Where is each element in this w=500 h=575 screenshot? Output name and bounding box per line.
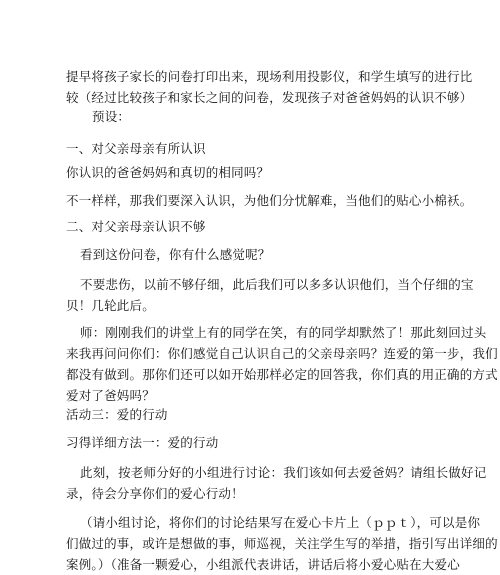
text-line: 习得详细方法一：爱的行动 [66,435,219,450]
text-line: 们做过的事，或许是想做的事，师巡视，关注学生写的举措，指引写出详细的 [66,536,498,551]
paragraph-answer-2 [66,274,474,316]
paragraph-teacher-remark [66,322,498,406]
paragraph-answer-1 [66,190,473,211]
text-line: 来我再问问你们：你们感觉自己认识自己的父亲母亲吗？连爱的第一步，我们 [66,346,498,361]
text-line: 都没有做到。那你们还可以如开始那样必定的回答我，你们真的用正确的方式 [66,367,498,382]
text-line: 一、对父亲母亲有所认识 [66,141,206,156]
text-line: 不一样样，那我们要深入认识，为他们分忧解难，当他们的贴心小棉袄。 [66,193,473,208]
text-line: 不要悲伤，以前不够仔细，此后我们可以多多认识他们，当个仔细的宝 [80,277,474,292]
heading-activity-3 [66,404,436,425]
heading-method-1 [66,432,436,453]
heading-section-2 [66,216,436,237]
text-line: 爱对了爸妈吗？ [66,388,155,403]
paragraph-question-2 [66,244,436,265]
paragraph-question-1 [66,162,436,183]
text-line: 此刻，按老师分好的小组进行讨论：我们该如何去爱爸妈？请组长做好记 [80,465,487,480]
text-line: 你认识的爸爸妈妈和真切的相同吗？ [66,165,270,180]
paragraph-intro [66,66,473,108]
paragraph-preset [66,106,436,127]
text-line: 看到这份问卷，你有什么感觉呢？ [80,247,271,262]
text-line: （请小组讨论，将你们的讨论结果写在爱心卡片上（ｐｐｔ），可以是你 [80,515,481,530]
text-line: 贝！几轮此后。 [66,298,155,313]
text-line: 二、对父亲母亲认识不够 [66,219,206,234]
text-line: 提早将孩子家长的问卷打印出来，现场利用投影仪，和学生填写的进行比 [66,69,473,84]
text-line: 师：刚刚我们的讲堂上有的同学在笑，有的同学却默然了！那此刻回过头 [80,325,487,340]
paragraph-group-discussion [66,462,487,504]
heading-section-1 [66,138,436,159]
text-line: 案例。）（准备一颗爱心，小组派代表讲话，讲话后将小爱心贴在大爱心 [66,557,460,572]
text-line: 较（经过比较孩子和家长之间的问卷，发现孩子对爸爸妈妈的认识不够） [66,90,473,105]
text-line: 录，待会分享你们的爱心行动！ [66,486,244,501]
text-line: 活动三：爱的行动 [66,407,168,422]
text-line: 预设： [92,109,131,124]
